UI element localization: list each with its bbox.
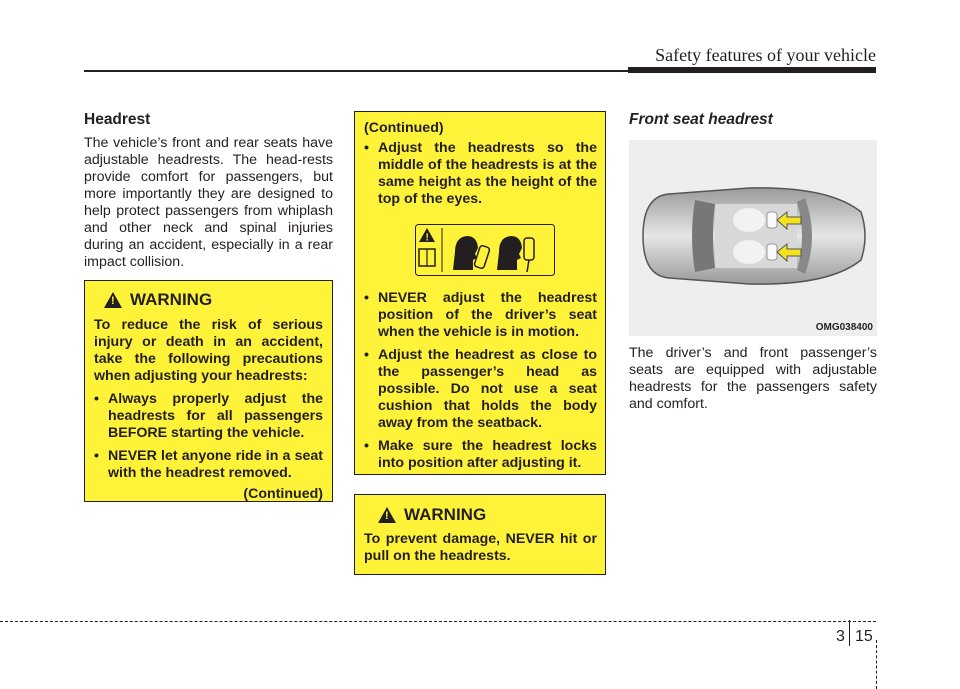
list-item-text: NEVER let anyone ride in a seat with the headrest removed. <box>108 448 323 481</box>
warning-intro: To reduce the risk of serious injury or death in an accident, take the following precautions when adjusting your headrests: <box>94 317 323 384</box>
warning-box-headrest <box>84 280 333 502</box>
page-separator <box>849 620 850 646</box>
continued-list-1 <box>364 140 597 208</box>
svg-text:!: ! <box>425 232 429 244</box>
page-number: 15 <box>855 628 873 645</box>
list-item-text: Make sure the headrest locks into position after adjusting it. <box>378 438 597 471</box>
warning-triangle-icon: ! <box>104 292 122 308</box>
list-item: • Make sure the headrest locks into position after adjusting it. <box>364 438 597 471</box>
figure-id: OMG038400 <box>815 322 873 333</box>
list-item-text: NEVER adjust the headrest position of the driver’s seat when the vehicle is in motion. <box>378 290 597 340</box>
warning-box-damage <box>354 494 606 575</box>
car-topview-illustration <box>629 140 877 336</box>
chapter-number: 3 <box>836 628 845 645</box>
list-item-text: Adjust the headrests so the middle of the headrests is at the same height as the height of the top of the eyes. <box>378 140 597 207</box>
continued-label: (Continued) <box>364 120 444 136</box>
headrest-adjust-pictogram <box>415 224 555 276</box>
warning-list <box>94 391 323 482</box>
header-rule-accent <box>628 67 876 73</box>
warning-triangle-icon: ! <box>378 507 396 523</box>
page-header-title: Safety features of your vehicle <box>655 45 876 65</box>
list-item: • Always properly adjust the headrests for all passengers BEFORE starting the vehicle. <box>94 391 323 441</box>
front-seat-heading: Front seat headrest <box>629 111 773 128</box>
footer-rule <box>0 621 876 622</box>
list-item-text: Adjust the headrest as close to the passenger’s head as possible. Do not use a seat cushion that holds the body away from the seatback. <box>378 347 597 431</box>
car-seat-figure <box>629 140 877 336</box>
warning-heading <box>378 505 597 525</box>
footer-dash-line <box>876 640 877 689</box>
warning-text: To prevent damage, NEVER hit or pull on the headrests. <box>364 531 597 564</box>
list-item: • NEVER adjust the headrest position of the driver’s seat when the vehicle is in motion. <box>364 290 597 340</box>
list-item-text: Always properly adjust the headrests for all passengers BEFORE starting the vehicle. <box>108 391 323 441</box>
headrest-section <box>84 111 333 271</box>
headrest-body: The vehicle’s front and rear seats have adjustable headrests. The head-rests provide comfort for passengers, but more importantly they are designed to help protect passengers from whiplash and other neck and spinal injuries during an accident, especially in a rear impact collision. <box>84 135 333 270</box>
front-seat-body: The driver’s and front passenger’s seats are equipped with adjustable headrests for the passengers safety and comfort. <box>629 345 877 412</box>
list-item: • NEVER let anyone ride in a seat with the headrest removed. <box>94 448 323 481</box>
warning-label: WARNING <box>404 505 487 524</box>
warning-label: WARNING <box>130 290 213 309</box>
continued-warning-box <box>354 111 606 475</box>
continued-label: (Continued) <box>243 486 323 502</box>
list-item: • Adjust the headrests so the middle of the headrests is at the same height as the height of the top of the eyes. <box>364 140 597 207</box>
warning-heading <box>104 290 323 310</box>
continued-list-2 <box>364 290 597 472</box>
headrest-heading: Headrest <box>84 111 151 128</box>
list-item: • Adjust the headrest as close to the passenger’s head as possible. Do not use a seat cushion that holds the body away from the seatback. <box>364 347 597 431</box>
